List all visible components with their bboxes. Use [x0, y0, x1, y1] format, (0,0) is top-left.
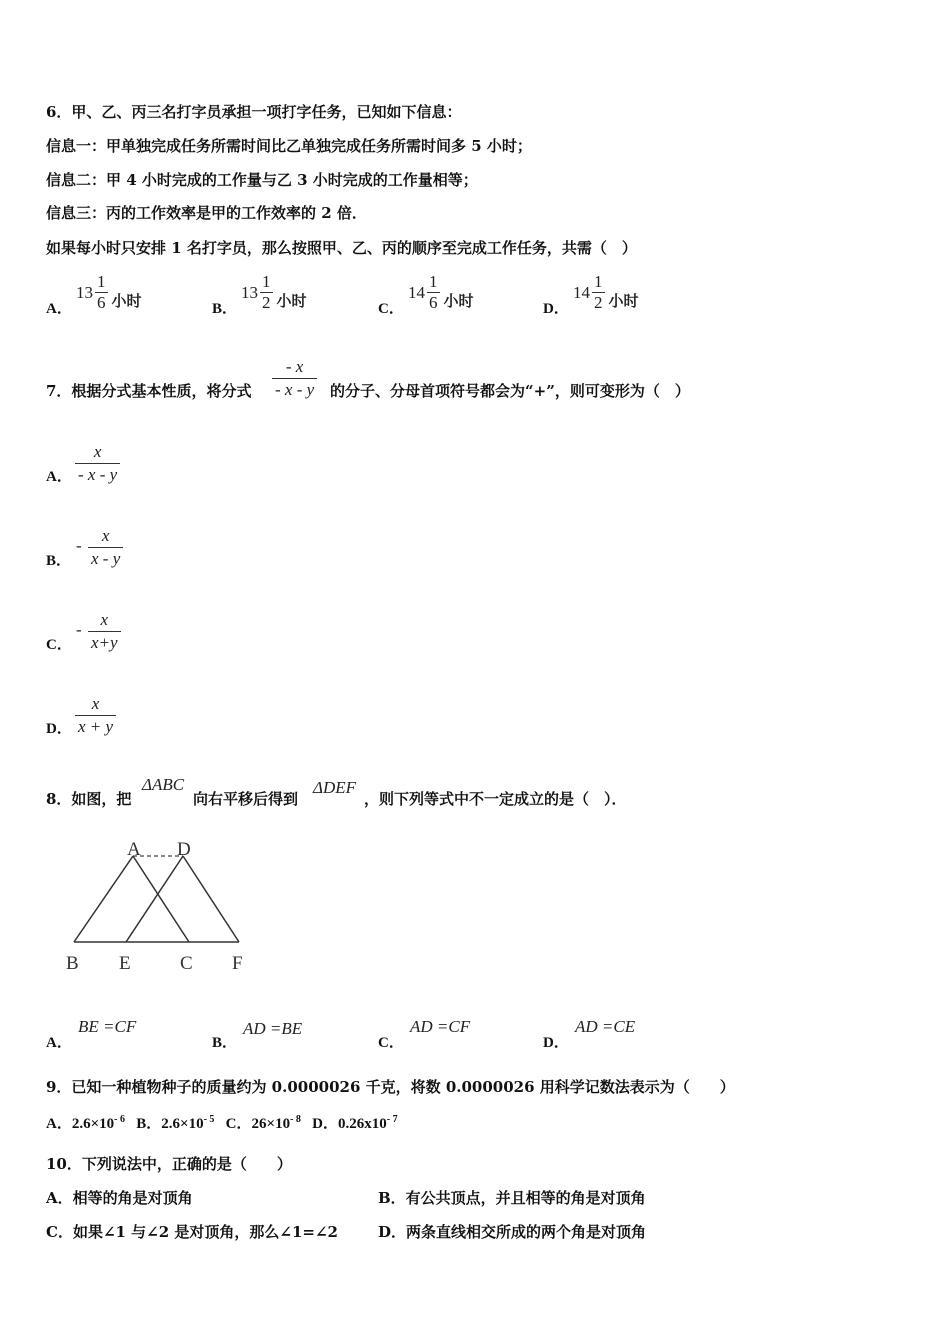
option-exponent: - 7	[386, 1114, 398, 1125]
option-base: 0.26x10	[338, 1116, 387, 1132]
frac-num: 1	[262, 272, 271, 291]
point-a-label: A	[127, 839, 141, 860]
neg-sign: -	[76, 536, 82, 555]
q7-stem-before: 7．根据分式基本性质，将分式	[46, 382, 252, 400]
frac-den: - x - y	[275, 380, 315, 399]
unit-label: 小时	[443, 292, 474, 310]
unit-label: 小时	[276, 292, 307, 310]
option-letter: C．	[378, 1035, 404, 1051]
q10-option-d[interactable]: D．两条直线相交所成的两个角是对顶角	[378, 1223, 647, 1241]
triangle-def: ΔDEF	[313, 778, 357, 797]
point-e-label: E	[119, 953, 131, 974]
q9-option-b[interactable]	[136, 1116, 214, 1132]
option-letter: C．	[46, 637, 72, 653]
frac-den: 6	[429, 293, 438, 312]
neg-sign: -	[76, 620, 82, 639]
frac-num: - x	[285, 357, 304, 376]
q8-stem-1: 8．如图，把	[46, 790, 132, 808]
frac-den: x + y	[78, 717, 114, 736]
mixed-whole: 14	[573, 282, 590, 302]
unit-label: 小时	[111, 292, 142, 310]
option-expr: BE =CF	[78, 1017, 137, 1036]
point-f-label: F	[232, 953, 243, 974]
option-expr: AD =BE	[243, 1019, 303, 1038]
option-letter: D．	[312, 1116, 339, 1132]
option-exponent: - 5	[203, 1114, 215, 1125]
option-letter: D．	[543, 1035, 569, 1051]
q10-stem: 10．下列说法中，正确的是（ ）	[46, 1155, 292, 1173]
option-expr: AD =CE	[575, 1017, 636, 1036]
option-letter: C．	[378, 301, 404, 317]
point-d-label: D	[177, 839, 191, 860]
q9-stem: 9．已知一种植物种子的质量约为 0.0000026 千克，将数 0.0000026 用科学记数法表示为（ ）	[46, 1078, 735, 1096]
option-letter: A．	[46, 469, 72, 485]
q8-stem-3: ，则下列等式中不一定成立的是（ ）．	[364, 790, 627, 808]
option-letter: B．	[212, 1035, 238, 1051]
q7-stem-fraction	[272, 356, 317, 401]
frac-den: 2	[262, 293, 271, 312]
option-expr: AD =CF	[410, 1017, 471, 1036]
q10-option-b[interactable]: B．有公共顶点，并且相等的角是对顶角	[378, 1189, 646, 1207]
frac-den: 6	[97, 293, 106, 312]
option-letter: B．	[46, 553, 72, 569]
frac-num: x	[100, 610, 109, 629]
option-exponent: - 6	[114, 1114, 125, 1125]
frac-num: 1	[594, 272, 603, 291]
option-letter: A．	[46, 1116, 72, 1132]
triangle-abc: ΔABC	[142, 775, 185, 794]
q10-option-c[interactable]: C．如果∠1 与∠2 是对顶角，那么∠1=∠2	[46, 1223, 338, 1241]
q10-option-a[interactable]: A．相等的角是对顶角	[46, 1189, 193, 1207]
frac-num: x	[91, 694, 100, 713]
option-base: 2.6×10	[71, 1116, 115, 1132]
mixed-whole: 13	[241, 282, 258, 302]
point-c-label: C	[180, 953, 193, 974]
option-exponent: - 8	[290, 1114, 301, 1125]
translation-diagram	[60, 835, 260, 975]
q9-option-d[interactable]	[312, 1116, 397, 1132]
option-base: 2.6×10	[161, 1116, 204, 1132]
option-base: 26×10	[251, 1116, 291, 1132]
option-letter: A．	[46, 1035, 72, 1051]
mixed-whole: 14	[408, 282, 425, 302]
option-letter: D．	[543, 301, 569, 317]
q8-stem-2: 向右平移后得到	[193, 790, 299, 808]
q9-option-a[interactable]	[46, 1116, 125, 1132]
frac-den: - x - y	[78, 465, 118, 484]
q9-option-c[interactable]	[226, 1116, 301, 1132]
mixed-whole: 13	[76, 282, 93, 302]
q9-options	[46, 1110, 398, 1134]
frac-den: x - y	[91, 549, 121, 568]
option-letter: C．	[225, 1116, 252, 1132]
q6-info1: 信息一：甲单独完成任务所需时间比乙单独完成任务所需时间多 5 小时；	[46, 137, 532, 155]
frac-den: x+y	[91, 633, 118, 652]
frac-num: x	[93, 442, 102, 461]
option-letter: D．	[46, 721, 72, 737]
q6-info2: 信息二：甲 4 小时完成的工作量与乙 3 小时完成的工作量相等；	[46, 171, 478, 189]
frac-num: x	[101, 526, 110, 545]
q6-stem: 6．甲、乙、丙三名打字员承担一项打字任务，已知如下信息：	[46, 103, 462, 121]
option-letter: B．	[136, 1116, 162, 1132]
unit-label: 小时	[608, 292, 639, 310]
point-b-label: B	[66, 953, 79, 974]
option-letter: B．	[212, 301, 238, 317]
q6-question: 如果每小时只安排 1 名打字员，那么按照甲、乙、丙的顺序至完成工作任务，共需（ ）	[46, 239, 637, 257]
frac-den: 2	[594, 293, 603, 312]
frac-num: 1	[97, 272, 106, 291]
q7-stem-after: 的分子、分母首项符号都会为“+”，则可变形为（ ）	[330, 382, 690, 400]
frac-num: 1	[429, 272, 438, 291]
q6-info3: 信息三：丙的工作效率是甲的工作效率的 2 倍．	[46, 204, 367, 222]
option-letter: A．	[46, 301, 72, 317]
